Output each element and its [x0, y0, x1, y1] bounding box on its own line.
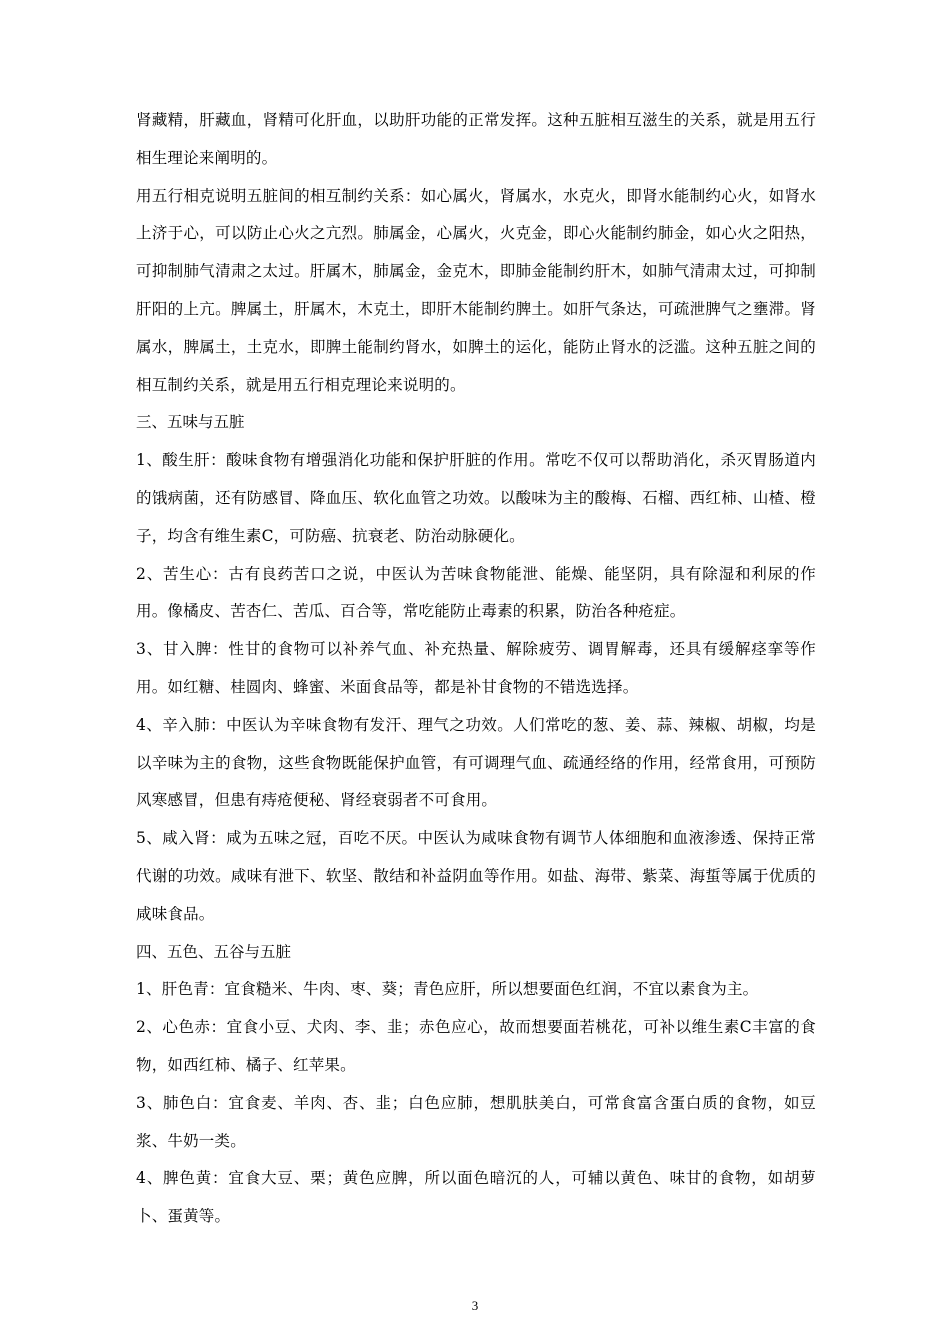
paragraph: 1、酸生肝：酸味食物有增强消化功能和保护肝脏的作用。常吃不仅可以帮助消化，杀灭胃肠道内的饿病菌，还有防感冒、降血压、软化血管之功效。以酸味为主的酸梅、石榴、西红柿、山楂、橙子，均含有维生素C，可防癌、抗衰老、防治动脉硬化。 — [136, 451, 816, 545]
paragraph: 3、肺色白：宜食麦、羊肉、杏、韭；白色应肺，想肌肤美白，可常食富含蛋白质的食物，如豆浆、牛奶一类。 — [136, 1093, 816, 1150]
document-body — [136, 102, 816, 1236]
paragraph: 3、甘入脾：性甘的食物可以补养气血、补充热量、解除疲劳、调胃解毒，还具有缓解痉挛等作用。如红糖、桂圆肉、蜂蜜、米面食品等，都是补甘食物的不错选选择。 — [136, 640, 816, 696]
section-heading: 四、五色、五谷与五脏 — [136, 942, 292, 961]
paragraph: 用五行相克说明五脏间的相互制约关系：如心属火，肾属水，水克火，即肾水能制约心火，如肾水上济于心，可以防止心火之亢烈。肺属金，心属火，火克金，即心火能制约肺金，如心火之阳热，可抑制肺气清肃之太过。肝属木，肺属金，金克木，即肺金能制约肝木，如肺气清肃太过，可抑制肝阳的上亢。脾属土，肝属木，木克土，即肝木能制约脾土。如肝气条达，可疏泄脾气之壅滞。肾属水，脾属土，土克水，即脾土能制约肾水，如脾土的运化，能防止肾水的泛滥。这种五脏之间的相互制约关系，就是用五行相克理论来说明的。 — [136, 186, 816, 394]
paragraph: 2、心色赤：宜食小豆、犬肉、李、韭；赤色应心，故而想要面若桃花，可补以维生素C丰富的食物，如西红柿、橘子、红苹果。 — [136, 1018, 816, 1074]
paragraph: 2、苦生心：古有良药苦口之说，中医认为苦味食物能泄、能燥、能坚阴，具有除湿和利尿的作用。像橘皮、苦杏仁、苦瓜、百合等，常吃能防止毒素的积累，防治各种疮症。 — [136, 564, 816, 621]
paragraph: 1、肝色青：宜食糙米、牛肉、枣、葵；青色应肝，所以想要面色红润，不宜以素食为主。 — [136, 980, 759, 999]
paragraph: 肾藏精，肝藏血，肾精可化肝血，以助肝功能的正常发挥。这种五脏相互滋生的关系，就是用五行相生理论来阐明的。 — [136, 111, 816, 167]
section-heading: 三、五味与五脏 — [136, 413, 245, 432]
paragraph: 4、辛入肺：中医认为辛味食物有发汗、理气之功效。人们常吃的葱、姜、蒜、辣椒、胡椒，均是以辛味为主的食物，这些食物既能保护血管，有可调理气血、疏通经络的作用，经常食用，可预防风寒感冒，但患有痔疮便秘、肾经衰弱者不可食用。 — [136, 715, 816, 810]
paragraph: 5、咸入肾：咸为五味之冠，百吃不厌。中医认为咸味食物有调节人体细胞和血液渗透、保持正常代谢的功效。咸味有泄下、软坚、散结和补益阴血等作用。如盐、海带、紫菜、海蜇等属于优质的咸味食品。 — [136, 829, 816, 923]
paragraph: 4、脾色黄：宜食大豆、栗；黄色应脾，所以面色暗沉的人，可辅以黄色、味甘的食物，如胡萝卜、蛋黄等。 — [136, 1169, 816, 1226]
page-number: 3 — [471, 1298, 479, 1313]
